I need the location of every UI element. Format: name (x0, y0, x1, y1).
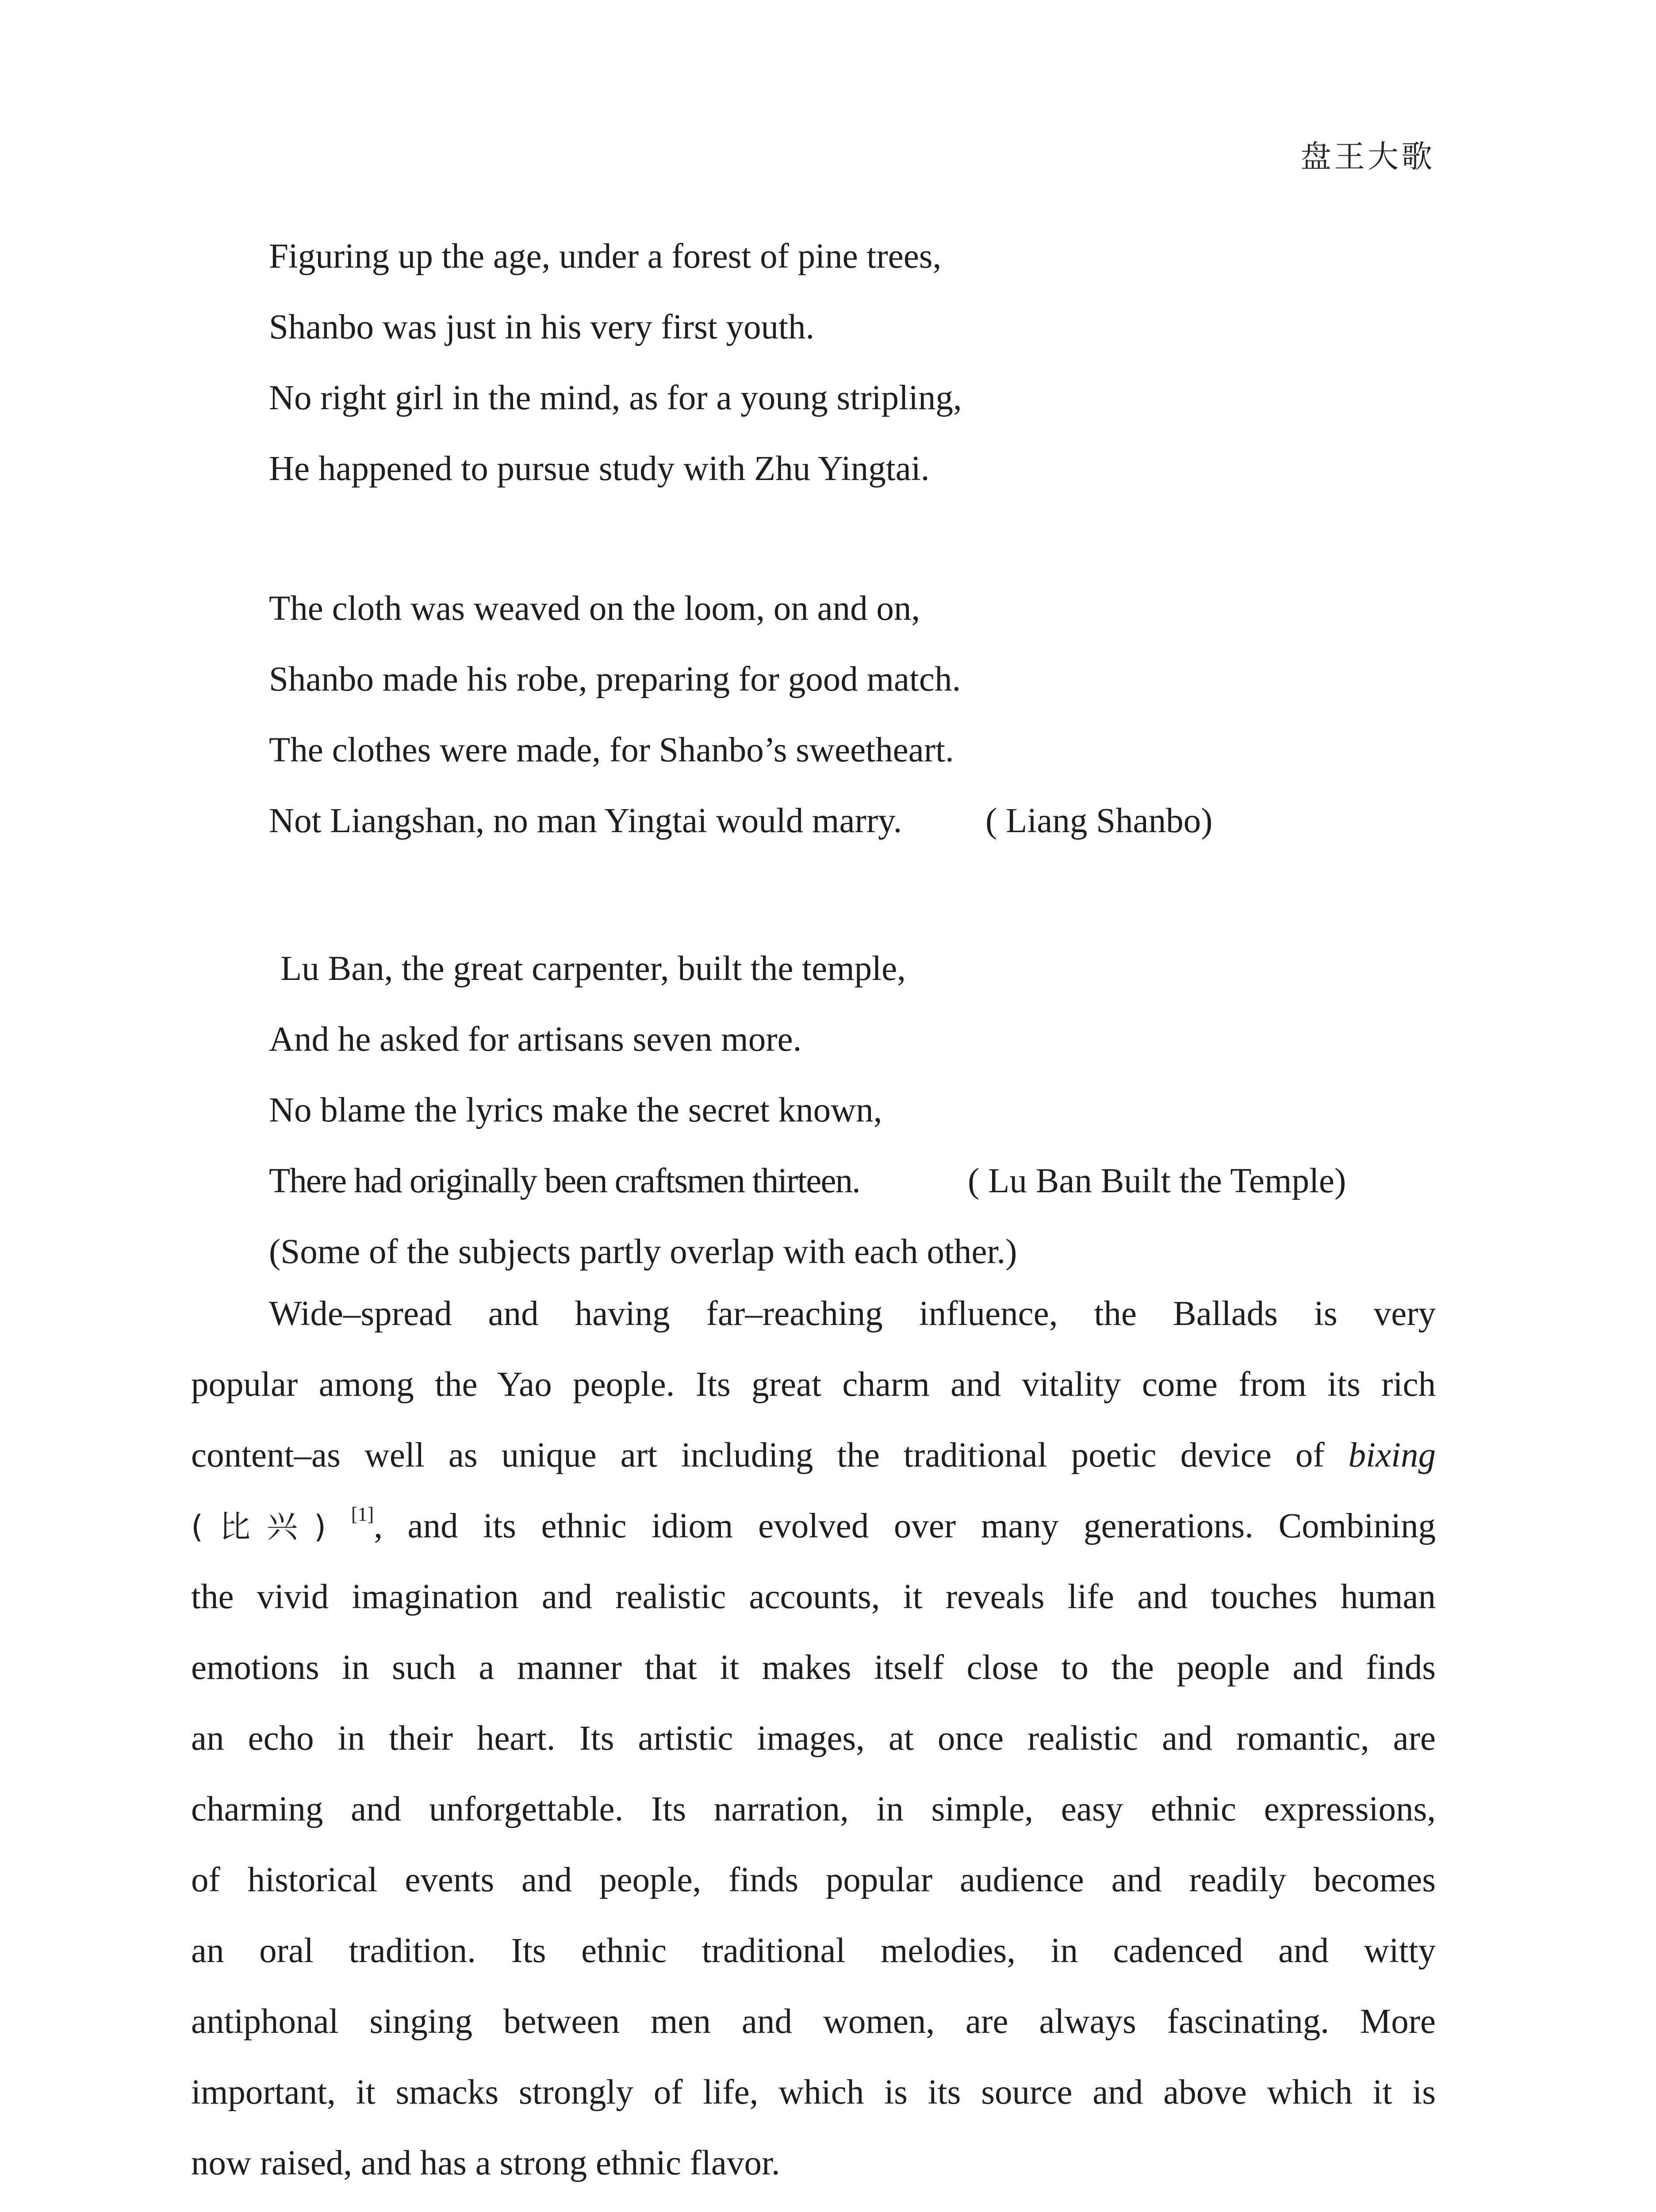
verse-stanza-1 (269, 221, 962, 504)
body-paragraph (191, 1279, 1436, 2199)
verse-line: Shanbo was just in his very first youth. (269, 308, 815, 346)
running-header: 盘王大歌 (1300, 138, 1435, 175)
ballad-source-title: ( Liang Shanbo) (985, 802, 1213, 840)
paragraph-line: now raised, and has a strong ethnic flavor. (191, 2144, 780, 2182)
verse-line (269, 786, 1213, 856)
verse-line: And he asked for artisans seven more. (269, 1020, 802, 1059)
paragraph-line: important, it smacks strongly of life, which is its source and above which it is (191, 2073, 1436, 2112)
paragraph-line: Wide–spread and having far–reaching influence, the Ballads is very (269, 1294, 1436, 1333)
verse-line-text: Not Liangshan, no man Yingtai would marry. (269, 802, 902, 840)
footnote-marker: [1] (351, 1503, 374, 1525)
paragraph-line (191, 1420, 1436, 1491)
verse-line: Lu Ban, the great carpenter, built the temple, (280, 949, 906, 988)
verse-line: No right girl in the mind, as for a young stripling, (269, 379, 962, 417)
paragraph-line-text: content–as well as unique art including the traditional poetic device of (191, 1436, 1325, 1475)
verse-line: The clothes were made, for Shanbo’s sweetheart. (269, 731, 954, 769)
paragraph-line: emotions in such a manner that it makes itself close to the people and finds (191, 1648, 1436, 1687)
verse-line: Figuring up the age, under a forest of pine trees, (269, 237, 942, 276)
paragraph-line: popular among the Yao people. Its great charm and vitality come from its rich (191, 1365, 1436, 1404)
paragraph-line: of historical events and people, finds popular audience and readily becomes (191, 1861, 1436, 1899)
verse-line: The cloth was weaved on the loom, on and on, (269, 589, 920, 628)
paragraph-line: an oral tradition. Its ethnic traditional melodies, in cadenced and witty (191, 1932, 1436, 1970)
ballad-source-title: ( Lu Ban Built the Temple) (968, 1162, 1346, 1200)
paragraph-line-text: , and its ethnic idiom evolved over many generations. Combining (374, 1507, 1436, 1545)
editorial-note: (Some of the subjects partly overlap with each other.) (269, 1233, 1017, 1271)
paragraph-line: charming and unforgettable. Its narration, in simple, easy ethnic expressions, (191, 1790, 1436, 1828)
verse-line (269, 1146, 1346, 1217)
verse-line: No blame the lyrics make the secret known, (269, 1091, 882, 1129)
paragraph-line: an echo in their heart. Its artistic images, at once realistic and romantic, are (191, 1719, 1436, 1758)
italic-term: bixing (1348, 1436, 1436, 1475)
verse-stanza-2 (269, 573, 1213, 856)
verse-line: He happened to pursue study with Zhu Yingtai. (269, 449, 930, 488)
paragraph-line: the vivid imagination and realistic accounts, it reveals life and touches human (191, 1578, 1436, 1616)
verse-line-text: There had originally been craftsmen thirteen. (269, 1162, 860, 1200)
paragraph-line: antiphonal singing between men and women, are always fascinating. More (191, 2002, 1436, 2041)
verse-line: Shanbo made his robe, preparing for good match. (269, 660, 961, 699)
verse-stanza-3 (269, 933, 1346, 1287)
paragraph-line (191, 1491, 1436, 1562)
chinese-term: (比兴) (191, 1509, 326, 1545)
